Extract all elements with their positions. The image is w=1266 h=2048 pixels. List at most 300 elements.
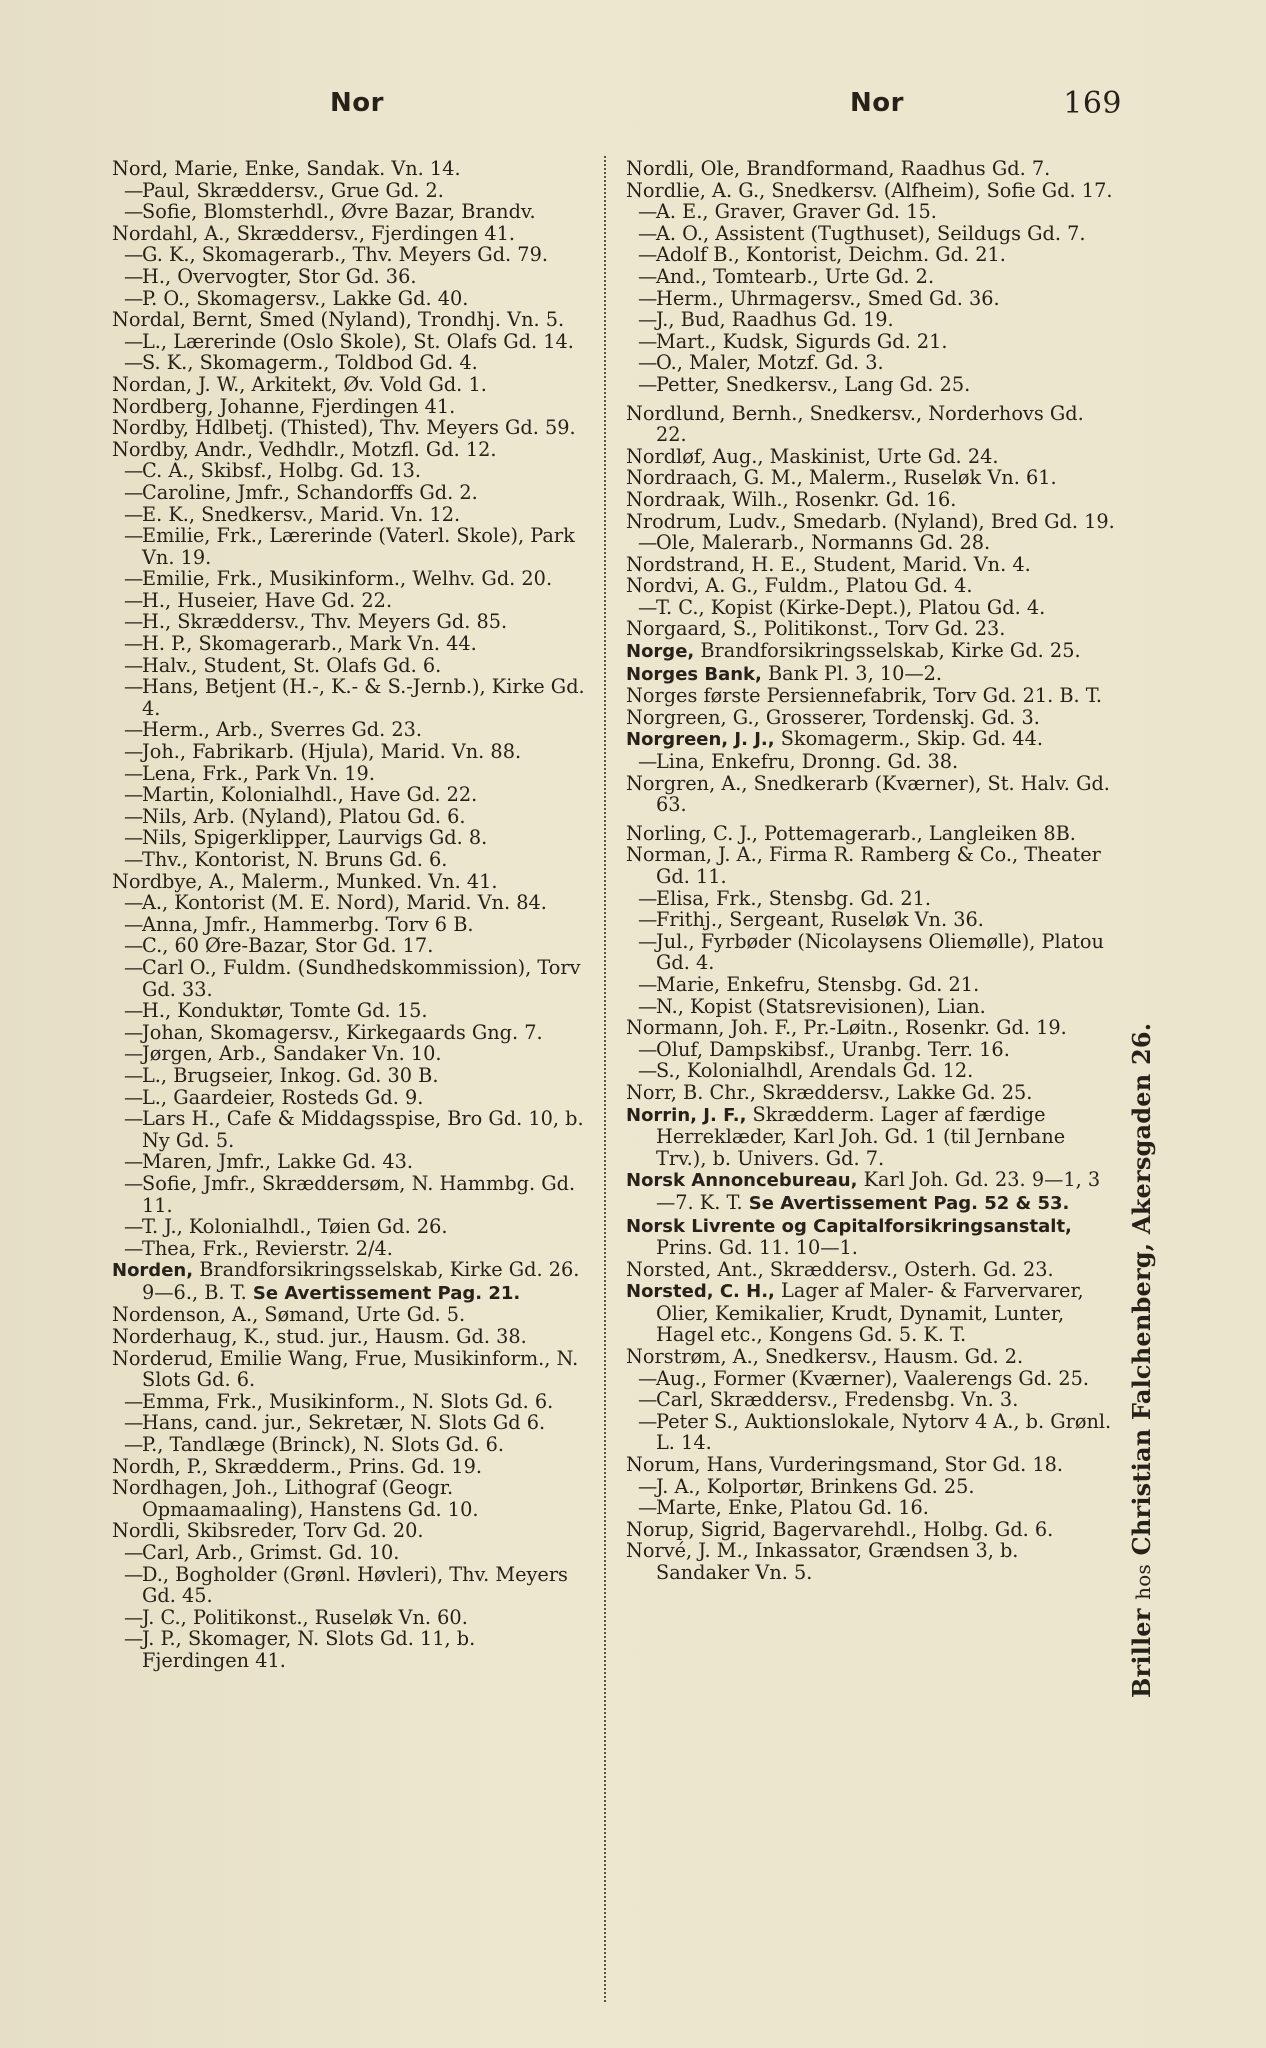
- directory-entry: [112, 892, 587, 914]
- entry-dash: —: [124, 848, 144, 871]
- directory-entry: [112, 914, 587, 936]
- entry-dash: —: [124, 632, 144, 656]
- directory-entry: [626, 1017, 1116, 1039]
- header-center-keyword: Nor: [850, 88, 904, 118]
- entry-dash: —: [124, 502, 144, 526]
- header-left-keyword: Nor: [330, 88, 384, 118]
- entry-text: C. A., Skibsf., Holbg. Gd. 13.: [142, 459, 421, 483]
- entry-text: Lina, Enkefru, Dronng. Gd. 38.: [656, 750, 959, 774]
- entry-dash: —: [124, 675, 144, 699]
- entry-dash: —: [124, 1411, 144, 1435]
- entry-text: A. E., Graver, Graver Gd. 15.: [656, 200, 937, 224]
- directory-entry: [112, 849, 587, 871]
- directory-entry: [626, 511, 1116, 533]
- directory-entry: [112, 676, 587, 719]
- entry-text: Thea, Frk., Revierstr. 2/4.: [142, 1236, 393, 1260]
- entry-dash: —: [638, 1366, 658, 1390]
- directory-entry: [112, 1477, 587, 1520]
- directory-entry: [626, 1259, 1116, 1281]
- directory-entry: [626, 1060, 1116, 1082]
- entry-dash: —: [124, 804, 144, 828]
- entry-dash: —: [124, 783, 144, 807]
- directory-entry: [626, 663, 1116, 686]
- entry-dash: —: [124, 1433, 144, 1457]
- entry-dash: —: [638, 886, 658, 910]
- directory-entry: [626, 244, 1116, 266]
- entry-advert-ref: Se Avertissement Pag. 52 & 53.: [748, 1192, 1070, 1214]
- directory-entry: [112, 1456, 587, 1478]
- entry-dash: —: [124, 1627, 144, 1651]
- directory-entry: [626, 1497, 1116, 1519]
- entry-dash: —: [124, 1085, 144, 1109]
- directory-entry: [626, 1169, 1116, 1214]
- directory-entry: [626, 158, 1116, 180]
- directory-entry: [626, 532, 1116, 554]
- directory-entry: [112, 1304, 587, 1326]
- directory-entry: [626, 1411, 1116, 1454]
- directory-entry: [626, 640, 1116, 663]
- entry-bold-name: Norgreen, J. J.,: [626, 729, 775, 751]
- directory-entry: [112, 1542, 587, 1564]
- entry-dash: —: [124, 351, 144, 375]
- entry-text: Nordraach, G. M., Malerm., Ruseløk Vn. 61.: [626, 466, 1057, 490]
- page-number: 169: [1063, 86, 1122, 121]
- entry-dash: —: [638, 531, 658, 555]
- entry-text: Oluf, Dampskibsf., Uranbg. Terr. 16.: [656, 1037, 1010, 1061]
- directory-entry: [626, 1540, 1116, 1583]
- entry-text: Nordlie, A. G., Snedkersv. (Alfheim), Sofie Gd. 17.: [626, 178, 1113, 202]
- entry-dash: —: [124, 1541, 144, 1564]
- entry-text: Halv., Student, St. Olafs Gd. 6.: [142, 653, 442, 677]
- directory-entry: [112, 460, 587, 482]
- entry-bold-name: Norsk Livrente og Capitalforsikringsanstalt,: [626, 1215, 1072, 1237]
- directory-entry: [112, 309, 587, 331]
- entry-text: Norges første Persiennefabrik, Torv Gd. 21. B. T.: [626, 684, 1102, 708]
- directory-entry: [626, 331, 1116, 353]
- entry-text: H., Huseier, Have Gd. 22.: [142, 588, 393, 612]
- directory-entry: [112, 611, 587, 633]
- entry-dash: —: [124, 1236, 144, 1260]
- directory-entry: [626, 597, 1116, 619]
- entry-dash: —: [124, 653, 144, 677]
- entry-text: Brandforsikringsselskab, Kirke Gd. 26. 9—6., B. T.: [142, 1258, 580, 1304]
- directory-entry: [112, 1087, 587, 1109]
- entry-text: Paul, Skræddersv., Grue Gd. 2.: [142, 178, 444, 202]
- entry-text: Thv., Kontorist, N. Bruns Gd. 6.: [142, 848, 448, 871]
- entry-text: H., Overvogter, Stor Gd. 36.: [142, 264, 417, 288]
- directory-entry: [626, 1519, 1116, 1541]
- entry-text: O., Maler, Motzf. Gd. 3.: [656, 351, 884, 375]
- entry-text: C., 60 Øre-Bazar, Stor Gd. 17.: [142, 934, 434, 958]
- entry-text: Nordløf, Aug., Maskinist, Urte Gd. 24.: [626, 444, 999, 468]
- directory-entry: [112, 871, 587, 893]
- directory-entry: [112, 1607, 587, 1629]
- entry-dash: —: [124, 1215, 144, 1239]
- directory-entry: [112, 1238, 587, 1260]
- directory-entry: [112, 1151, 587, 1173]
- entry-text: A., Kontorist (M. E. Nord), Marid. Vn. 84.: [142, 891, 547, 915]
- entry-text: Nordberg, Johanne, Fjerdingen 41.: [112, 394, 456, 418]
- directory-entry: [626, 1476, 1116, 1498]
- directory-entry: [112, 1412, 587, 1434]
- directory-entry: [626, 618, 1116, 640]
- directory-entry: [112, 482, 587, 504]
- entry-text: Nordraak, Wilh., Rosenkr. Gd. 16.: [626, 487, 957, 511]
- entry-text: Norstrøm, A., Snedkersv., Hausm. Gd. 2.: [626, 1345, 1024, 1369]
- entry-text: Frithj., Sergeant, Ruseløk Vn. 36.: [656, 908, 984, 932]
- entry-text: J. C., Politikonst., Ruseløk Vn. 60.: [142, 1605, 468, 1629]
- entry-text: Marie, Enkefru, Stensbg. Gd. 21.: [656, 972, 980, 996]
- entry-dash: —: [638, 243, 658, 267]
- directory-entry: [112, 158, 587, 180]
- entry-text: Maren, Jmfr., Lakke Gd. 43.: [142, 1150, 414, 1174]
- entry-dash: —: [124, 610, 144, 634]
- directory-entry: [112, 719, 587, 741]
- entry-text: Skomagerm., Skip. Gd. 44.: [774, 727, 1043, 751]
- entry-text: Mart., Kudsk, Sigurds Gd. 21.: [656, 329, 948, 353]
- entry-dash: —: [124, 264, 144, 288]
- entry-dash: —: [124, 329, 144, 353]
- entry-dash: —: [638, 994, 658, 1018]
- entry-text: Norup, Sigrid, Bagervarehdl., Holbg. Gd. 6.: [626, 1517, 1054, 1541]
- directory-entry: [626, 931, 1116, 974]
- directory-entry: [626, 773, 1116, 816]
- entry-text: Nordstrand, H. E., Student, Marid. Vn. 4.: [626, 552, 1031, 576]
- directory-entry: [626, 1215, 1116, 1259]
- directory-entry: [626, 685, 1116, 707]
- entry-text: Emilie, Frk., Musikinform., Welhv. Gd. 20.: [142, 567, 553, 591]
- directory-entry: [112, 1434, 587, 1456]
- entry-text: Marte, Enke, Platou Gd. 16.: [656, 1496, 929, 1520]
- entry-text: Norsted, Ant., Skræddersv., Osterh. Gd. 23.: [626, 1257, 1054, 1281]
- directory-entry: [626, 201, 1116, 223]
- directory-entry: [112, 1628, 587, 1671]
- directory-entry: [112, 827, 587, 849]
- entry-text: Nordhagen, Joh., Lithograf (Geogr. Opmaamaaling), Hanstens Gd. 10.: [112, 1476, 479, 1521]
- directory-entry: [626, 352, 1116, 374]
- entry-text: Herm., Arb., Sverres Gd. 23.: [142, 718, 423, 742]
- directory-entry: [626, 974, 1116, 996]
- directory-entry: [626, 1104, 1116, 1170]
- entry-text: Hans, cand. jur., Sekretær, N. Slots Gd 6.: [142, 1411, 546, 1435]
- entry-text: Anna, Jmfr., Hammerbg. Torv 6 B.: [142, 912, 474, 936]
- entry-dash: —: [124, 1605, 144, 1629]
- entry-text: Lena, Frk., Park Vn. 19.: [142, 761, 375, 785]
- entry-text: E. K., Snedkersv., Marid. Vn. 12.: [142, 502, 461, 526]
- directory-entry: [112, 352, 587, 374]
- entry-dash: —: [638, 1409, 658, 1433]
- entry-text: Nordal, Bernt, Smed (Nyland), Trondhj. Vn. 5.: [112, 308, 565, 332]
- entry-text: Nils, Arb. (Nyland), Platou Gd. 6.: [142, 804, 466, 828]
- entry-dash: —: [638, 908, 658, 932]
- entry-dash: —: [638, 595, 658, 619]
- entry-text: H., Skræddersv., Thv. Meyers Gd. 85.: [142, 610, 508, 634]
- entry-dash: —: [638, 264, 658, 288]
- entry-bold-name: Norges Bank,: [626, 663, 762, 685]
- entry-text: Johan, Skomagersv., Kirkegaards Gng. 7.: [142, 1020, 543, 1044]
- entry-text: J., Bud, Raadhus Gd. 19.: [656, 308, 894, 332]
- entry-text: Karl Joh. Gd. 23. 9—1, 3—7. K. T.: [656, 1168, 1101, 1214]
- directory-entry: [626, 1346, 1116, 1368]
- directory-entry: [112, 417, 587, 439]
- entry-text: Sofie, Blomsterhdl., Øvre Bazar, Brandv.: [142, 200, 536, 224]
- entry-text: Norling, C. J., Pottemagerarb., Langleiken 8B.: [626, 821, 1076, 845]
- left-column: [112, 158, 587, 1672]
- entry-text: Norman, J. A., Firma R. Ramberg & Co., Theater Gd. 11.: [626, 843, 1101, 888]
- entry-text: Adolf B., Kontorist, Deichm. Gd. 21.: [656, 243, 1006, 267]
- entry-text: Nordli, Skibsreder, Torv Gd. 20.: [112, 1519, 424, 1543]
- entry-text: Carl, Skræddersv., Fredensbg. Vn. 3.: [656, 1388, 1019, 1412]
- entry-text: J. P., Skomager, N. Slots Gd. 11, b. Fjerdingen 41.: [142, 1627, 476, 1672]
- entry-dash: —: [124, 761, 144, 785]
- directory-entry: [112, 1520, 587, 1542]
- entry-dash: —: [124, 243, 144, 267]
- entry-text: Carl, Arb., Grimst. Gd. 10.: [142, 1541, 400, 1564]
- entry-bold-name: Norrin, J. F.,: [626, 1104, 747, 1126]
- entry-dash: —: [124, 178, 144, 202]
- directory-entry: [112, 1000, 587, 1022]
- directory-entry: [112, 1108, 587, 1151]
- entry-text: Nordenson, A., Sømand, Urte Gd. 5.: [112, 1303, 466, 1327]
- directory-entry: [626, 728, 1116, 751]
- directory-entry: [112, 763, 587, 785]
- directory-entry: [112, 223, 587, 245]
- entry-text: Skrædderm. Lager af færdige Herreklæder, Karl Joh. Gd. 1 (til Jernbane Trv.), b. Univers. Gd. 7.: [656, 1102, 1066, 1170]
- entry-text: Ole, Malerarb., Normanns Gd. 28.: [656, 531, 991, 555]
- entry-dash: —: [124, 1020, 144, 1044]
- directory-entry: [626, 266, 1116, 288]
- directory-entry: [112, 1216, 587, 1238]
- entry-text: Nordvi, A. G., Fuldm., Platou Gd. 4.: [626, 574, 973, 598]
- entry-dash: —: [638, 351, 658, 375]
- directory-entry: [112, 1564, 587, 1607]
- directory-entry: [626, 1082, 1116, 1104]
- entry-dash: —: [124, 955, 144, 979]
- vertical-advertisement: [1127, 1023, 1156, 1698]
- directory-entry: [112, 590, 587, 612]
- entry-text: A. O., Assistent (Tugthuset), Seildugs Gd. 7.: [656, 221, 1086, 245]
- entry-text: Brandforsikringsselskab, Kirke Gd. 25.: [694, 639, 1081, 663]
- directory-entry: [626, 1280, 1116, 1346]
- entry-text: Jul., Fyrbøder (Nicolaysens Oliemølle), Platou Gd. 4.: [656, 929, 1104, 975]
- column-divider: [604, 156, 606, 2002]
- entry-text: Norvé, J. M., Inkassator, Grændsen 3, b. Sandaker Vn. 5.: [626, 1539, 1019, 1584]
- entry-text: Sofie, Jmfr., Skræddersøm, N. Hammbg. Gd. 11.: [142, 1171, 576, 1217]
- directory-entry: [112, 374, 587, 396]
- entry-text: L., Lærerinde (Oslo Skole), St. Olafs Gd. 14.: [142, 329, 574, 353]
- directory-entry: [626, 1368, 1116, 1390]
- entry-text: Petter, Snedkersv., Lang Gd. 25.: [656, 372, 971, 396]
- entry-text: Norderud, Emilie Wang, Frue, Musikinform., N. Slots Gd. 6.: [112, 1346, 579, 1392]
- directory-entry: [626, 844, 1116, 887]
- entry-dash: —: [124, 1107, 144, 1131]
- entry-dash: —: [124, 567, 144, 591]
- entry-dash: —: [638, 200, 658, 224]
- directory-entry: [112, 806, 587, 828]
- entry-text: Nordby, Andr., Vedhdlr., Motzfl. Gd. 12.: [112, 437, 497, 461]
- entry-dash: —: [124, 934, 144, 958]
- entry-text: Joh., Fabrikarb. (Hjula), Marid. Vn. 88.: [142, 740, 522, 764]
- entry-dash: —: [638, 329, 658, 353]
- directory-entry: [626, 823, 1116, 845]
- entry-text: G. K., Skomagerarb., Thv. Meyers Gd. 79.: [142, 243, 548, 267]
- directory-entry: [626, 489, 1116, 511]
- entry-text: Emma, Frk., Musikinform., N. Slots Gd. 6.: [142, 1389, 554, 1413]
- directory-entry: [112, 439, 587, 461]
- right-column: [626, 158, 1116, 1584]
- directory-entry: [112, 396, 587, 418]
- entry-dash: —: [124, 1150, 144, 1174]
- entry-dash: —: [638, 929, 658, 953]
- entry-text: Nordby, Hdlbetj. (Thisted), Thv. Meyers Gd. 59.: [112, 416, 576, 440]
- entry-dash: —: [124, 999, 144, 1023]
- directory-entry: [112, 784, 587, 806]
- entry-text: Norr, B. Chr., Skræddersv., Lakke Gd. 25.: [626, 1080, 1033, 1104]
- directory-entry: [626, 554, 1116, 576]
- entry-dash: —: [638, 750, 658, 774]
- entry-text: Nordbye, A., Malerm., Munked. Vn. 41.: [112, 869, 498, 893]
- entry-text: L., Brugseier, Inkog. Gd. 30 B.: [142, 1063, 439, 1087]
- entry-text: Aug., Former (Kværner), Vaalerengs Gd. 25.: [656, 1366, 1090, 1390]
- directory-entry: [626, 403, 1116, 446]
- entry-text: Nordli, Ole, Brandformand, Raadhus Gd. 7.: [626, 157, 1051, 180]
- entry-text: Jørgen, Arb., Sandaker Vn. 10.: [142, 1042, 442, 1066]
- directory-entry: [112, 180, 587, 202]
- directory-entry: [112, 1043, 587, 1065]
- entry-dash: —: [124, 1562, 144, 1586]
- entry-text: Hans, Betjent (H.-, K.- & S.-Jernb.), Kirke Gd. 4.: [142, 675, 585, 720]
- directory-entry: [626, 1039, 1116, 1061]
- entry-dash: —: [638, 1037, 658, 1061]
- ad-text-part2: hos: [1131, 1564, 1155, 1600]
- ad-text-part1: Briller: [1127, 1608, 1156, 1698]
- entry-text: And., Tomtearb., Urte Gd. 2.: [656, 264, 935, 288]
- entry-bold-name: Norsted, C. H.,: [626, 1281, 775, 1303]
- directory-entry: [112, 244, 587, 266]
- entry-dash: —: [124, 1389, 144, 1413]
- entry-dash: —: [124, 891, 144, 915]
- entry-text: Nordh, P., Skrædderm., Prins. Gd. 19.: [112, 1454, 482, 1478]
- entry-bold-name: Norden,: [112, 1260, 194, 1282]
- directory-entry: [626, 309, 1116, 331]
- entry-text: Bank Pl. 3, 10—2.: [761, 661, 943, 685]
- entry-text: Carl O., Fuldm. (Sundhedskommission), Torv Gd. 33.: [142, 955, 581, 1001]
- entry-text: T. C., Kopist (Kirke-Dept.), Platou Gd. 4.: [656, 595, 1046, 619]
- entry-text: D., Bogholder (Grønl. Høvleri), Thv. Meyers Gd. 45.: [142, 1562, 568, 1608]
- directory-entry: [626, 1454, 1116, 1476]
- entry-text: Nordlund, Bernh., Snedkersv., Norderhovs Gd. 22.: [626, 401, 1084, 447]
- entry-advert-ref: Se Avertissement Pag. 21.: [252, 1282, 521, 1304]
- entry-dash: —: [124, 459, 144, 483]
- entry-dash: —: [638, 221, 658, 245]
- directory-entry: [112, 201, 587, 223]
- entry-text: Caroline, Jmfr., Schandorffs Gd. 2.: [142, 480, 478, 504]
- entry-dash: —: [124, 718, 144, 742]
- directory-entry: [626, 1389, 1116, 1411]
- directory-entry: [626, 996, 1116, 1018]
- entry-dash: —: [124, 286, 144, 310]
- entry-dash: —: [124, 200, 144, 224]
- entry-dash: —: [124, 1042, 144, 1066]
- directory-entry: [626, 180, 1116, 202]
- entry-dash: —: [638, 372, 658, 396]
- entry-text: P., Tandlæge (Brinck), N. Slots Gd. 6.: [142, 1433, 505, 1457]
- entry-text: J. A., Kolportør, Brinkens Gd. 25.: [656, 1474, 975, 1498]
- entry-text: H., Konduktør, Tomte Gd. 15.: [142, 999, 428, 1023]
- directory-entry: [112, 1065, 587, 1087]
- entry-dash: —: [638, 1059, 658, 1083]
- entry-dash: —: [124, 826, 144, 850]
- entry-text: Peter S., Auktionslokale, Nytorv 4 A., b. Grønl. L. 14.: [656, 1409, 1112, 1455]
- entry-dash: —: [638, 1474, 658, 1498]
- entry-text: S., Kolonialhdl, Arendals Gd. 12.: [656, 1059, 974, 1083]
- directory-entry: [112, 633, 587, 655]
- directory-entry: [626, 751, 1116, 773]
- directory-entry: [112, 568, 587, 590]
- directory-entry: [112, 266, 587, 288]
- entry-dash: —: [124, 912, 144, 936]
- entry-dash: —: [124, 1063, 144, 1087]
- entry-text: Nord, Marie, Enke, Sandak. Vn. 14.: [112, 157, 461, 180]
- directory-entry: [626, 223, 1116, 245]
- directory-entry: [626, 707, 1116, 729]
- entry-text: Norum, Hans, Vurderingsmand, Stor Gd. 18.: [626, 1453, 1064, 1477]
- entry-text: H. P., Skomagerarb., Mark Vn. 44.: [142, 632, 477, 656]
- entry-text: Lager af Maler- & Farvervarer, Olier, Kemikalier, Krudt, Dynamit, Lunter, Hagel etc., Kongens Gd. 5. K. T.: [656, 1279, 1084, 1347]
- directory-entry: [626, 575, 1116, 597]
- directory-entry: [112, 935, 587, 957]
- entry-text: Nordahl, A., Skræddersv., Fjerdingen 41.: [112, 221, 515, 245]
- entry-text: P. O., Skomagersv., Lakke Gd. 40.: [142, 286, 469, 310]
- directory-entry: [112, 331, 587, 353]
- entry-dash: —: [124, 524, 144, 548]
- entry-text: N., Kopist (Statsrevisionen), Lian.: [656, 994, 986, 1018]
- directory-entry: [112, 1259, 587, 1304]
- entry-text: Nils, Spigerklipper, Laurvigs Gd. 8.: [142, 826, 488, 850]
- entry-dash: —: [638, 1388, 658, 1412]
- directory-entry: [626, 288, 1116, 310]
- directory-entry: [626, 446, 1116, 468]
- entry-dash: —: [638, 1496, 658, 1520]
- entry-text: L., Gaardeier, Rosteds Gd. 9.: [142, 1085, 424, 1109]
- directory-entry: [626, 374, 1116, 396]
- entry-dash: —: [638, 286, 658, 310]
- directory-entry: [112, 957, 587, 1000]
- ad-text-part3: Christian Falchenberg, Akersgaden 26.: [1127, 1022, 1156, 1556]
- entry-text: Norgreen, G., Grosserer, Tordenskj. Gd. 3.: [626, 705, 1040, 729]
- entry-text: Emilie, Frk., Lærerinde (Vaterl. Skole), Park Vn. 19.: [142, 524, 575, 569]
- directory-entry: [112, 741, 587, 763]
- entry-text: T. J., Kolonialhdl., Tøien Gd. 26.: [142, 1215, 448, 1239]
- entry-text: Prins. Gd. 11. 10—1.: [656, 1236, 858, 1260]
- entry-text: Normann, Joh. F., Pr.-Løitn., Rosenkr. Gd. 19.: [626, 1016, 1067, 1040]
- entry-bold-name: Norsk Annoncebureau,: [626, 1170, 858, 1192]
- entry-text: Elisa, Frk., Stensbg. Gd. 21.: [656, 886, 932, 910]
- entry-dash: —: [638, 972, 658, 996]
- entry-text: Norderhaug, K., stud. jur., Hausm. Gd. 38.: [112, 1325, 527, 1349]
- directory-entry: [112, 1173, 587, 1216]
- directory-entry: [112, 1326, 587, 1348]
- directory-entry: [112, 1391, 587, 1413]
- directory-entry: [112, 1348, 587, 1391]
- entry-dash: —: [124, 740, 144, 764]
- entry-text: Norgren, A., Snedkerarb (Kværner), St. Halv. Gd. 63.: [626, 771, 1110, 817]
- entry-dash: —: [124, 1171, 144, 1195]
- directory-entry: [112, 504, 587, 526]
- entry-dash: —: [124, 480, 144, 504]
- entry-text: Norgaard, S., Politikonst., Torv Gd. 23.: [626, 617, 1006, 641]
- entry-dash: —: [124, 588, 144, 612]
